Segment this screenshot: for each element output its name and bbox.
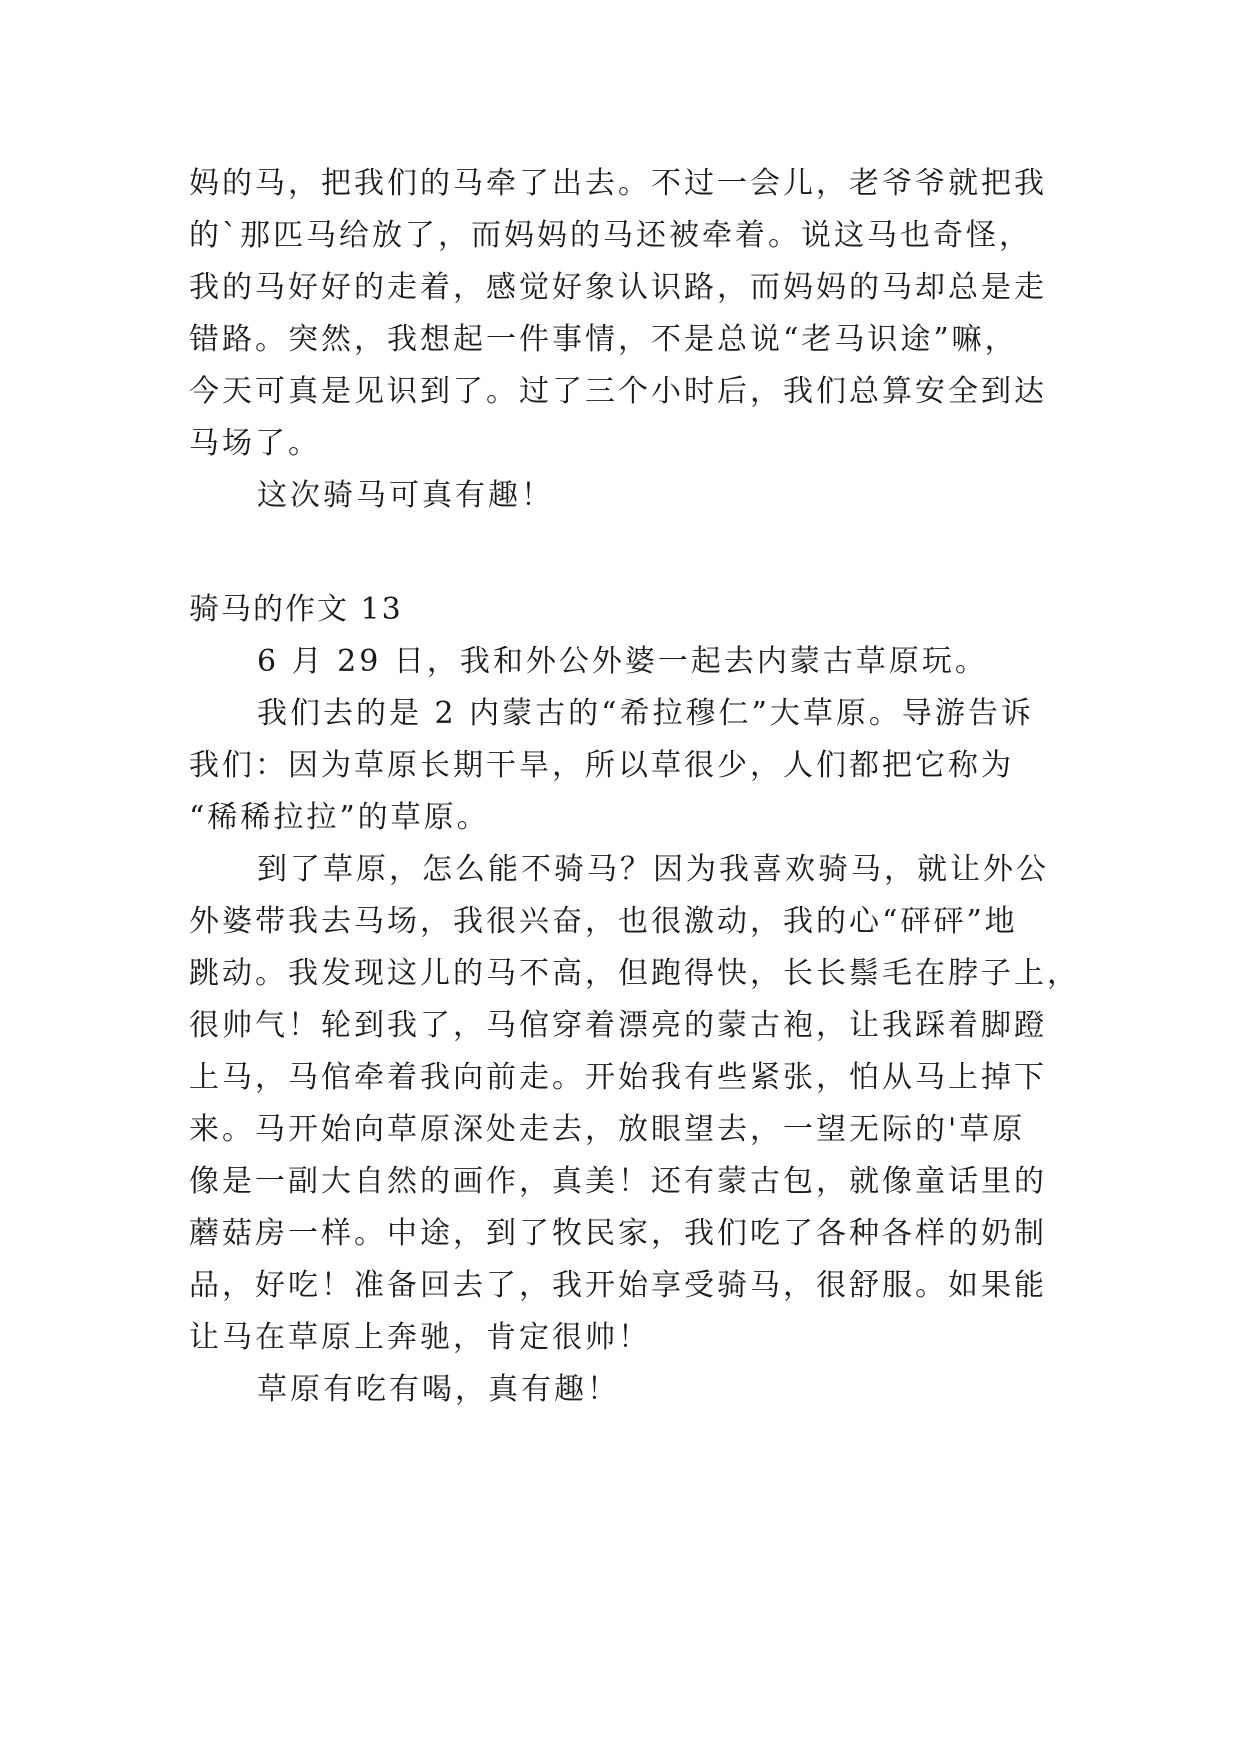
text-line: 很帅气！轮到我了，马倌穿着漂亮的蒙古袍，让我踩着脚蹬 [189,1008,1047,1043]
text-line: 的`那匹马给放了，而妈妈的马还被牵着。说这马也奇怪， [189,218,1032,253]
text-line: 我的马好好的走着，感觉好象认识路，而妈妈的马却总是走 [189,270,1047,305]
text-line: 错路。突然，我想起一件事情，不是总说“老马识途”嘛， [189,322,1018,357]
paragraph-line: 我们去的是 2 内蒙古的“希拉穆仁”大草原。导游告诉 [257,696,1034,731]
text-line: 今天可真是见识到了。过了三个小时后，我们总算安全到达 [189,374,1047,409]
text-line: 让马在草原上奔驰，肯定很帅！ [189,1320,651,1355]
text-line: 马场了。 [189,426,321,461]
text-line: 蘑菇房一样。中途，到了牧民家，我们吃了各种各样的奶制 [189,1216,1047,1251]
text-line: 外婆带我去马场，我很兴奋，也很激动，我的心“砰砰”地 [189,904,1018,939]
text-line: 妈的马，把我们的马牵了出去。不过一会儿，老爷爷就把我 [189,166,1047,201]
text-line: 上马，马倌牵着我向前走。开始我有些紧张，怕从马上掉下 [189,1060,1047,1095]
text-line: 像是一副大自然的画作，真美！还有蒙古包，就像童话里的 [189,1164,1047,1199]
text-line: 品，好吃！准备回去了，我开始享受骑马，很舒服。如果能 [189,1268,1047,1303]
closing-line: 草原有吃有喝，真有趣！ [257,1372,620,1407]
section-title: 骑马的作文 13 [189,592,403,627]
paragraph-line: 到了草原，怎么能不骑马？因为我喜欢骑马，就让外公 [257,852,1049,887]
closing-line: 这次骑马可真有趣！ [257,478,554,513]
text-line: 来。马开始向草原深处走去，放眼望去，一望无际的'草原 [189,1112,1026,1147]
paragraph-line: 6 月 29 日，我和外公外婆一起去内蒙古草原玩。 [257,644,988,679]
text-line: 跳动。我发现这儿的马不高，但跑得快，长长鬃毛在脖子上， [189,956,1080,991]
text-line: “稀稀拉拉”的草原。 [189,800,490,835]
text-line: 我们：因为草原长期干旱，所以草很少，人们都把它称为 [189,748,1014,783]
